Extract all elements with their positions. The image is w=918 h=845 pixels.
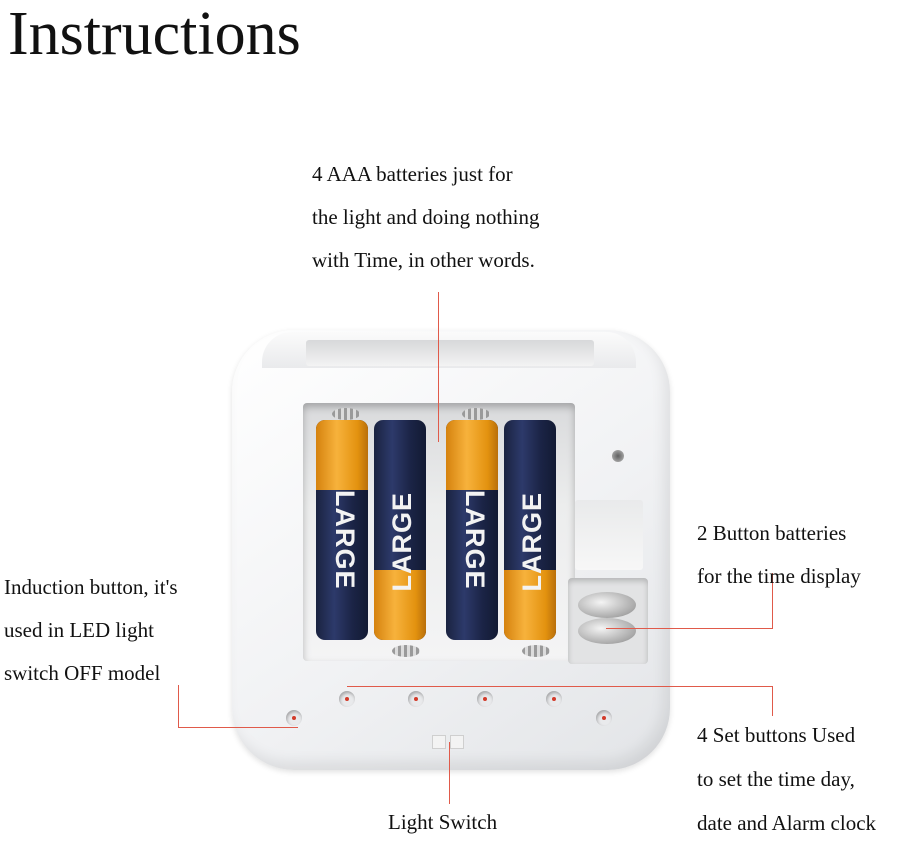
callout-line-set-buttons — [772, 686, 773, 716]
light-sensor — [612, 450, 624, 462]
note-line: with Time, in other words. — [312, 248, 535, 272]
battery-spring — [332, 408, 360, 420]
note-line: 2 Button batteries — [697, 521, 847, 545]
callout-line-induction — [178, 727, 298, 728]
battery-brand-label: LARGE — [460, 490, 490, 590]
note-line: used in LED light — [4, 618, 154, 642]
note-light-switch — [388, 802, 497, 842]
set-button[interactable] — [546, 691, 562, 707]
aaa-battery — [446, 420, 498, 640]
set-button[interactable] — [477, 691, 493, 707]
callout-line-induction — [178, 685, 179, 728]
note-aaa-batteries — [312, 153, 539, 282]
button-battery-bay — [568, 578, 648, 664]
note-line: Induction button, it's — [4, 575, 178, 599]
note-set-buttons — [697, 713, 876, 845]
battery-spring — [392, 645, 420, 657]
page-title: Instructions — [8, 0, 301, 68]
note-button-batteries — [697, 512, 861, 598]
callout-line-set-buttons — [347, 686, 773, 687]
battery-brand-label: LARGE — [387, 492, 417, 592]
aaa-battery — [374, 420, 426, 640]
callout-line-button-batteries — [606, 628, 772, 629]
compartment-shelf — [575, 500, 643, 570]
note-line: Light Switch — [388, 810, 498, 834]
note-line: date and Alarm clock — [697, 811, 877, 835]
aaa-battery — [316, 420, 368, 640]
induction-button-right[interactable] — [596, 710, 612, 726]
button-battery — [578, 592, 636, 618]
button-battery — [578, 618, 636, 644]
light-switch[interactable] — [432, 735, 472, 749]
set-button[interactable] — [339, 691, 355, 707]
note-line: for the time display — [697, 564, 861, 588]
induction-button[interactable] — [286, 710, 302, 726]
note-line: 4 Set buttons Used — [697, 723, 856, 747]
battery-brand-label: LARGE — [330, 490, 360, 590]
note-line: 4 AAA batteries just for — [312, 162, 513, 186]
note-line: to set the time day, — [697, 767, 855, 791]
battery-spring — [462, 408, 490, 420]
aaa-battery — [504, 420, 556, 640]
note-line: switch OFF model — [4, 661, 161, 685]
callout-line-aaa — [438, 292, 439, 442]
set-button[interactable] — [408, 691, 424, 707]
battery-brand-label: LARGE — [517, 492, 547, 592]
note-line: the light and doing nothing — [312, 205, 540, 229]
display-window — [306, 340, 594, 366]
callout-line-light-switch — [449, 742, 450, 804]
note-induction-button — [4, 566, 178, 695]
battery-spring — [522, 645, 550, 657]
